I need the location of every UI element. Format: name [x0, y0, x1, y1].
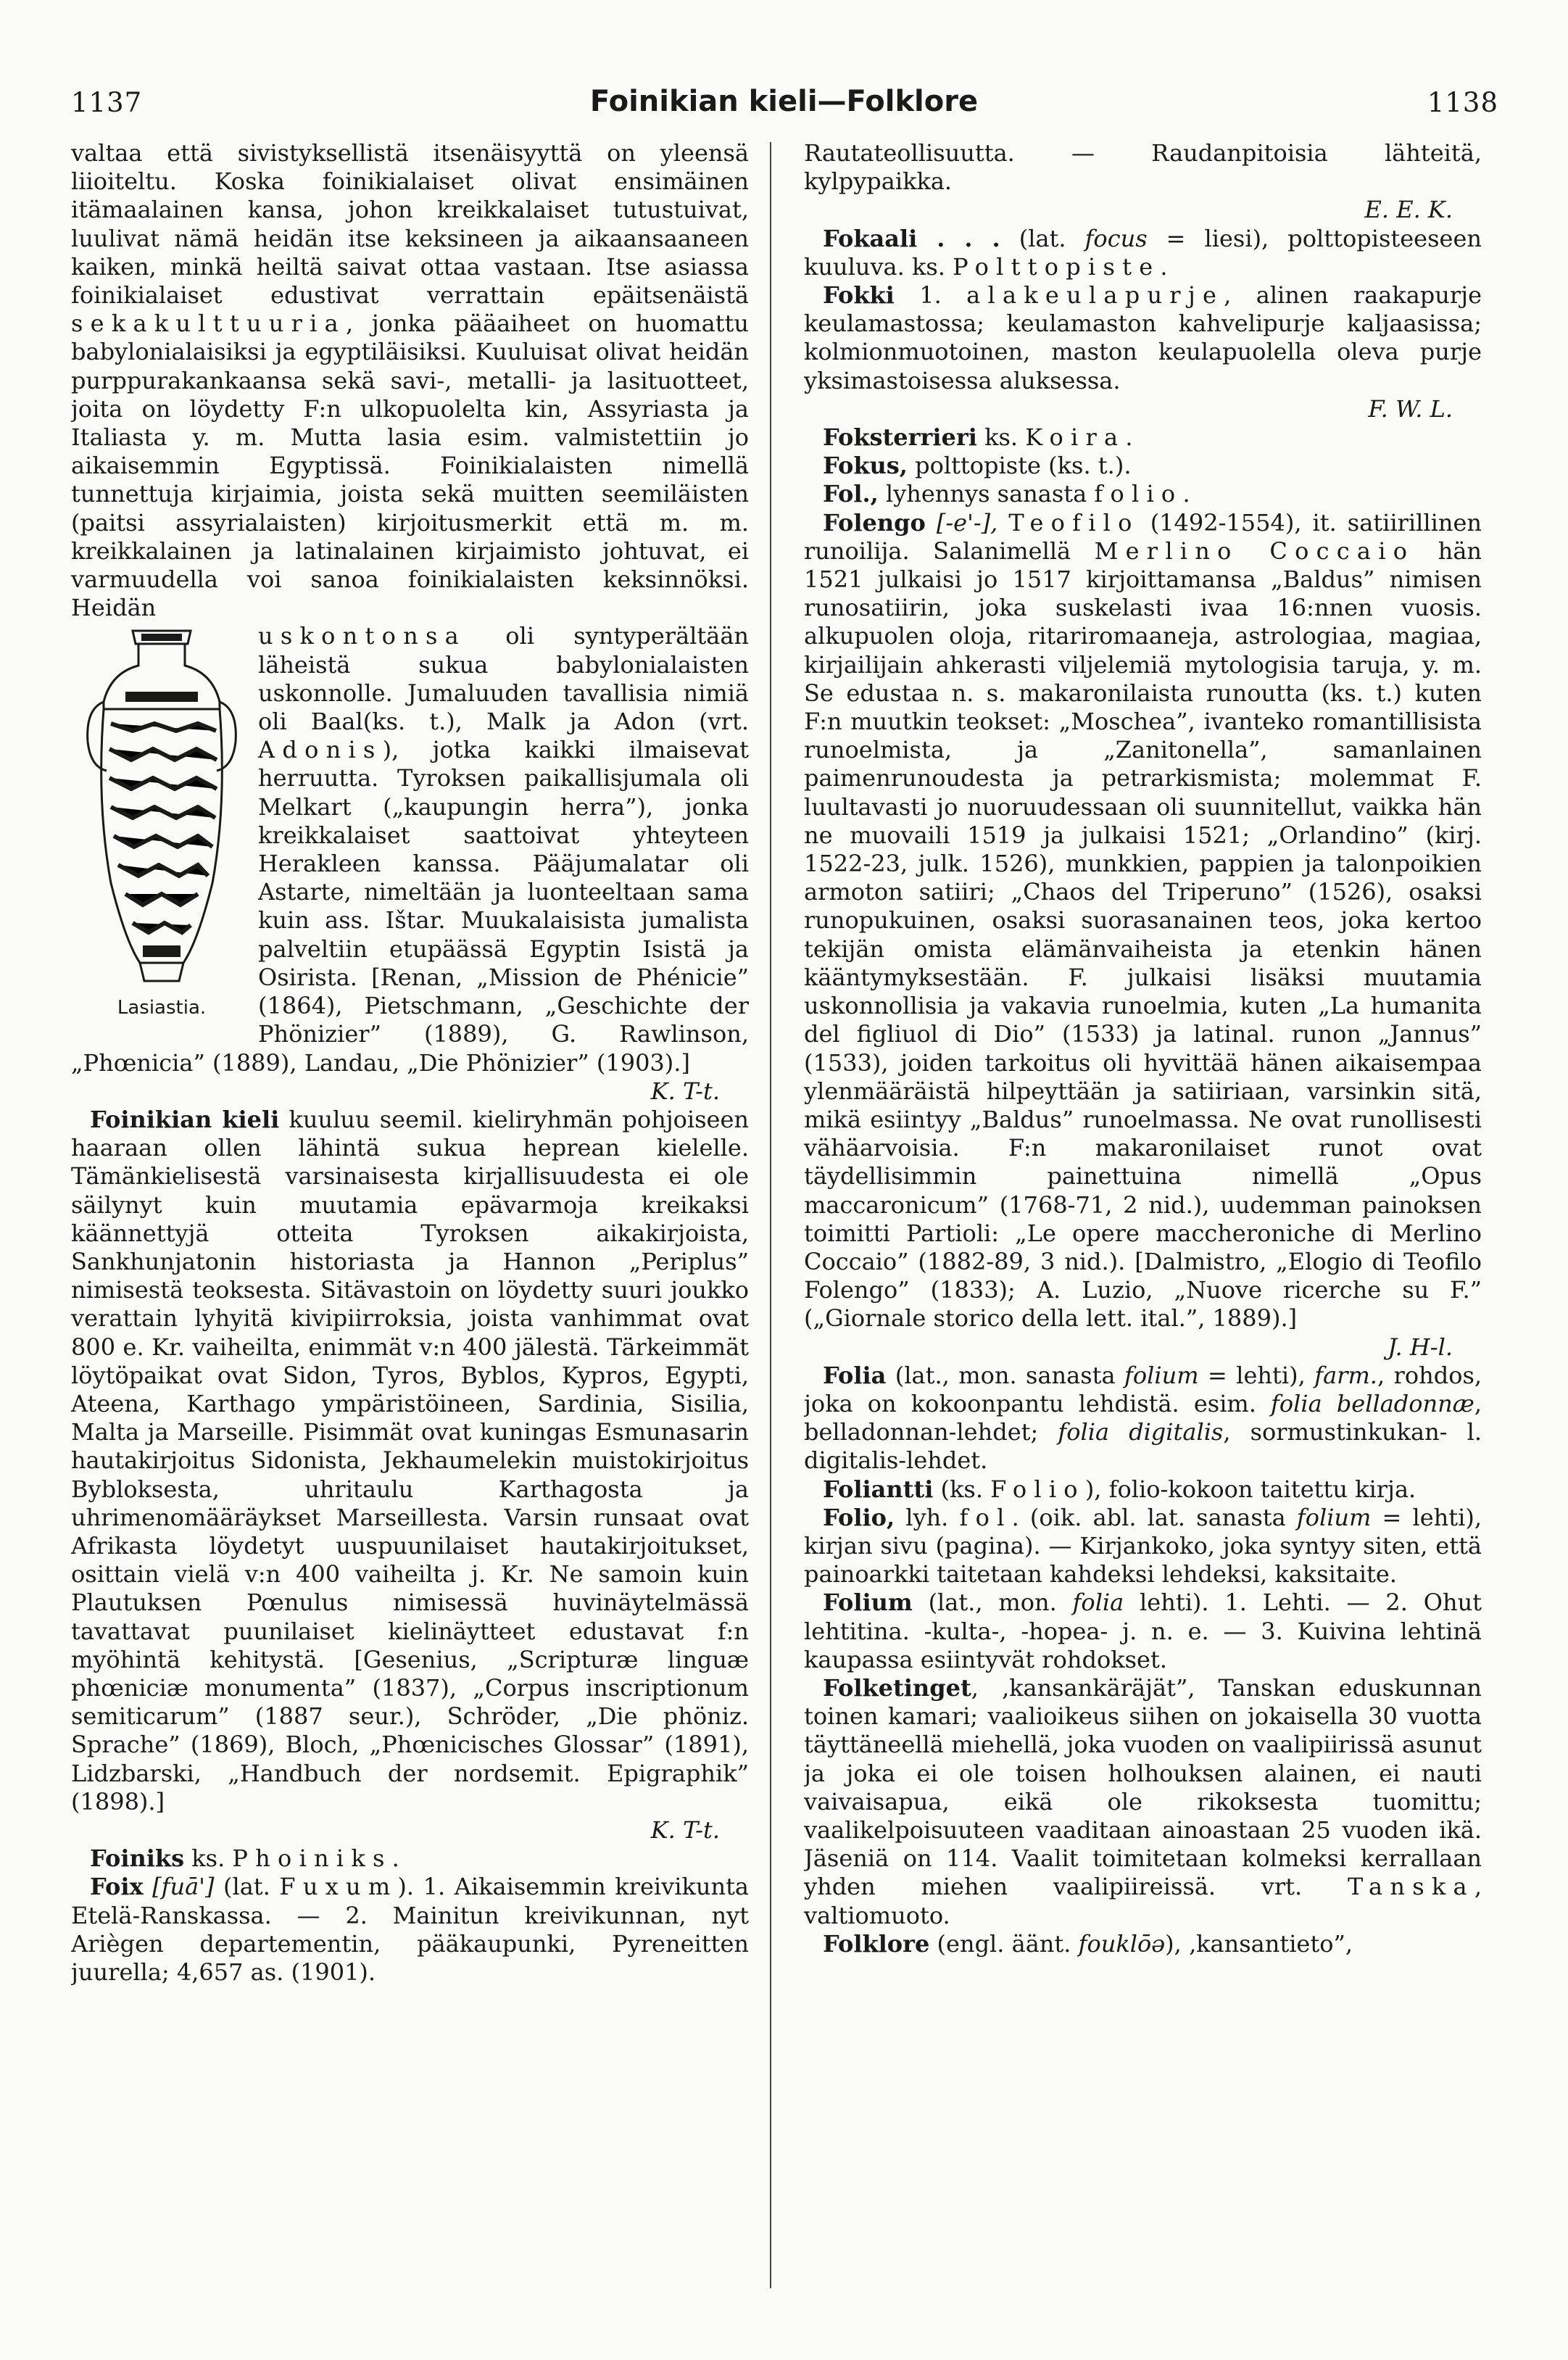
entry-foliantti: Foliantti (ks. Folio), folio-kokoon taitettu kirja. [823, 1475, 1416, 1503]
headword: Folio, [823, 1503, 895, 1531]
entry-fokaali: Fokaali . . . (lat. focus = liesi), polttopisteeseen kuuluva. ks. Polttopiste. [804, 224, 1482, 281]
page-number-left: 1137 [71, 87, 143, 118]
entry-foinikia-continued-2: uskontonsa oli syntyperältään läheistä sukua babylonialaisten uskonnolle. Jumaluuden tavallisia nimiä oli Baal(ks. t.), Malk ja Adon (vrt. Adonis), jotka kaikki ilmaisevat herruutta. Tyroksen paikallisjumala oli Melkart („kaupungin herra”), jonka kreikkalaiset saattoivat yhteyteen Herakleen kanssa. Pääjumalatar oli Astarte, nimeltään ja luonteeltaan sama kuin ass. Ištar. Muukalaisista jumalista palveltiin etupäässä Egyptin Isistä ja Osirista. [Renan, „Mission de Phénicie” (1864), Pietschmann, „Geschichte der Phönizier” (1889), G. Rawlinson, „Phœnicia” (1889), Landau, „Die Phönizier” (1903).] K. T-t. [71, 622, 749, 1105]
author-signature: J. H-l. [1387, 1333, 1453, 1361]
headword: Fokus, [823, 452, 908, 480]
figure-caption: Lasiastia. [117, 997, 207, 1019]
entry-folium: Folium (lat., mon. folia lehti). 1. Lehti. — 2. Ohut lehtitina. -kulta-, -hopea- j. n. e. — 3. Kuivina lehtinä kaupassa esiintyvät rohdokset. [804, 1589, 1482, 1673]
entry-fokki: Fokki 1. alakeulapurje, alinen raakapurje keulamastossa; keulamaston kahvelipurje kaljaasissa; kolmionmuotoinen, maston keulapuolella oleva purje yksimastoisessa aluksessa. F. W. L. [804, 281, 1482, 423]
headword: Foix [90, 1873, 144, 1901]
author-signature: E. E. K. [1364, 196, 1453, 224]
headword: Foksterrieri [823, 423, 977, 452]
running-head-title: Foinikian kieli—Folklore [589, 85, 979, 118]
headword: Folia [823, 1361, 887, 1389]
entry-folia: Folia (lat., mon. sanasta folium = lehti), farm., rohdos, joka on kokoonpantu lehdistä. esim. folia belladonnæ, belladonnan-lehdet; folia digitalis, sormustinkukan- l. digitalis-lehdet. [804, 1361, 1482, 1475]
headword: Folengo [823, 508, 926, 537]
left-column [71, 139, 749, 2343]
entry-folklore: Folklore (engl. äänt. fouklōə), ‚kansantieto”, [823, 1929, 1353, 1958]
headword: Fokaali . . . [823, 224, 1000, 252]
headword: Folium [823, 1589, 913, 1617]
headword: Foliantti [823, 1475, 934, 1503]
headword: Fokki [823, 281, 895, 310]
glass-vase-figure [71, 622, 252, 1028]
entry-continued: Rautateollisuutta. — Raudanpitoisia lähteitä, kylpypaikka. E. E. K. [804, 139, 1482, 224]
headword: Folklore [823, 1929, 930, 1958]
headword: Fol., [823, 480, 879, 508]
entry-folio: Folio, lyh. fol. (oik. abl. lat. sanasta folium = lehti), kirjan sivu (pagina). — Kirjankoko, joka syntyy siten, että painoarkki taitetaan kahdeksi lehdeksi, kaksitaite. [804, 1503, 1482, 1589]
entry-foinikian-kieli: Foinikian kieli kuuluu seemil. kieliryhmän pohjoiseen haaraan ollen lähintä sukua heprean kielelle. Tämänkielisestä varsinaisesta kirjallisuudesta ei ole säilynyt kuin muutamia epävarmoja kreikaksi käännettyjä otteita Tyroksen aikakirjoista, Sankhunjatonin historiasta ja Hannon „Periplus” nimisestä teoksesta. Sitävastoin on löydetty suuri joukko verattain lyhyitä kivipiirroksia, joista vanhimmat ovat 800 e. Kr. vaiheilta, enimmät v:n 400 jälestä. Tärkeimmät löytöpaikat ovat Sidon, Tyros, Byblos, Kypros, Egypti, Ateena, Karthago ympäristöineen, Sardinia, Sisilia, Malta ja Marseille. Pisimmät ovat kuningas Esmunasarin hautakirjoitus Sidonista, Jekhaumelekin muistokirjoitus Bybloksesta, uhritaulu Karthagosta ja uhrimenomääräykset Marseillesta. Varsin runsaat ovat Afrikasta löydetyt uuspuunilaiset hautakirjoitukset, osittain vielä v:n 400 vaiheilta j. Kr. Ne samoin kuin Plautuksen Pœnulus nimisessä huvinäytelmässä tavattavat puunilaiset kielinäytteet edustavat f:n myöhintä kehitystä. [Gesenius, „Scripturæ linguæ phœniciæ monumenta” (1837), „Corpus inscriptionum semiticarum” (1887 seur.), Schröder, „Die phöniz. Sprache” (1869), Bloch, „Phœnicisches Glossar” (1891), Lidzbarski, „Handbuch der nordsemit. Epigraphik” (1898).] K. T-t. [71, 1105, 749, 1844]
column-divider [770, 142, 771, 2288]
page-number-right: 1138 [1427, 87, 1498, 118]
headword: Foiniks [90, 1844, 185, 1873]
headword: Folketinget [823, 1673, 971, 1702]
entry-foiniks: Foiniks ks. Phoiniks. [90, 1844, 399, 1873]
right-column [804, 139, 1482, 2343]
entry-foix: Foix [fuā'] (lat. Fuxum). 1. Aikaisemmin kreivikunta Etelä-Ranskassa. — 2. Mainitun kreivikunnan, nyt Ariègen departementin, pääkaupunki, Pyreneitten juurella; 4,657 as. (1901). [71, 1873, 749, 1986]
author-signature: K. T-t. [650, 1815, 720, 1844]
author-signature: F. W. L. [1368, 394, 1453, 423]
entry-folengo: Folengo [-e'-], Teofilo (1492-1554), it. satiirillinen runoilija. Salanimellä Merlino Coccaio hän 1521 julkaisi jo 1517 kirjoittamansa „Baldus” nimisen runosatiirin, joka suskelasti ivaa 16:nnen vuosis. alkupuolen oloja, ritariromaaneja, astrologiaa, magiaa, kirjailijain ahkerasti viljelemiä mytologisia taruja, y. m. Se edustaa n. s. makaronilaista runoutta (ks. t.) kuten F:n muutkin teokset: „Moschea”, ivanteko romantillisista runoelmista, ja „Zanitonella”, samanlainen paimenrunoudesta ja petrarkismista; molemmat F. luultavasti jo nuoruudessaan oli suunnitellut, vaikka hän ne muovaili 1519 ja julkaisi 1521; „Orlandino” (kirj. 1522-23, julk. 1526), munkkien, pappien ja talonpoikien armoton satiiri; „Chaos del Triperuno” (1526), osaksi runopukuinen, osaksi suorasanainen teos, joka kertoo tekijän omista elämänvaiheista ja etenkin hänen kääntymyksestään. F. julkaisi lisäksi muutamia uskonnollisia ja vakavia runoelmia, kuten „La humanita del figliuol di Dio” (1533) ja latinal. runon „Jannus” (1533), joiden tarkoitus oli hyvittää hänen aikaisempaa ylenmääräistä hilpeyttään ja satiiriaan, varsinkin sitä, mikä esiintyy „Baldus” runoelmassa. Ne ovat runollisesti vähäarvoisia. F:n makaronilaiset runot ovat täydellisimmin painettuina nimellä „Opus maccaronicum” (1768-71, 2 nid.), uudemman painoksen toimitti Partioli: „Le opere maccheroniche di Merlino Coccaio” (1882-89, 3 nid.). [Dalmistro, „Elogio di Teofilo Folengo” (1833); A. Luzio, „Nuove ricerche su F.” („Giornale storico della lett. ital.”, 1889).] J. H-l. [804, 508, 1482, 1361]
entry-folketinget: Folketinget, ‚kansankäräjät”, Tanskan eduskunnan toinen kamari; vaalioikeus siihen on jokaisella 30 vuotta täyttäneellä miehellä, joka vuoden on vaalipiirissä asunut ja joka ei ole toisen holhouksen alainen, ei nauti vaivaisapua, eikä ole rikoksesta tuomittu; vaalikelpoisuuteen vaaditaan ainoastaan 25 vuoden ikä. Jäseniä on 114. Vaalit toimitetaan kolmeksi kerrallaan yhden miehen vaalipiireissä. vrt. Tanska, valtiomuoto. [804, 1673, 1482, 1929]
author-signature: K. T-t. [650, 1077, 720, 1105]
glass-vase-illustration [82, 622, 241, 992]
headword: Foinikian kieli [90, 1105, 280, 1133]
entry-fol: Fol., lyhennys sanasta folio. [823, 480, 1190, 508]
entry-foinikia-continued: valtaa että sivistyksellistä itsenäisyyttä on yleensä liioiteltu. Koska foinikialaiset olivat ensimäinen itämaalainen kansa, johon kreikkalaiset tutustuivat, luulivat nämä heidän itse keksineen ja aikaansaaneen kaiken, minkä heiltä saivat ottaa vastaan. Itse asiassa foinikialaiset edustivat verrattain epäitsenäistä sekakulttuuria, jonka pääaiheet on huomattu babylonialaisiksi ja egyptiläisiksi. Kuuluisat olivat heidän purppurakankaansa sekä savi-, metalli- ja lasituotteet, joita on löydetty F:n ulkopuolelta kin, Assyriasta ja Italiasta y. m. Mutta lasia esim. valmistettiin jo aikaisemmin Egyptissä. Foinikialaisten nimellä tunnettuja kirjaimia, joista sekä muitten seemiläisten (paitsi assyrialaisten) kirjoitusmerkit että m. m. kreikkalainen ja latinalainen kirjaimisto johtuvat, ei varmuudella voi sanoa foinikialaisten keksinnöksi. Heidän [71, 139, 749, 622]
entry-foksterrieri: Foksterrieri ks. Koira. [823, 423, 1133, 452]
entry-fokus: Fokus, polttopiste (ks. t.). [823, 452, 1132, 480]
